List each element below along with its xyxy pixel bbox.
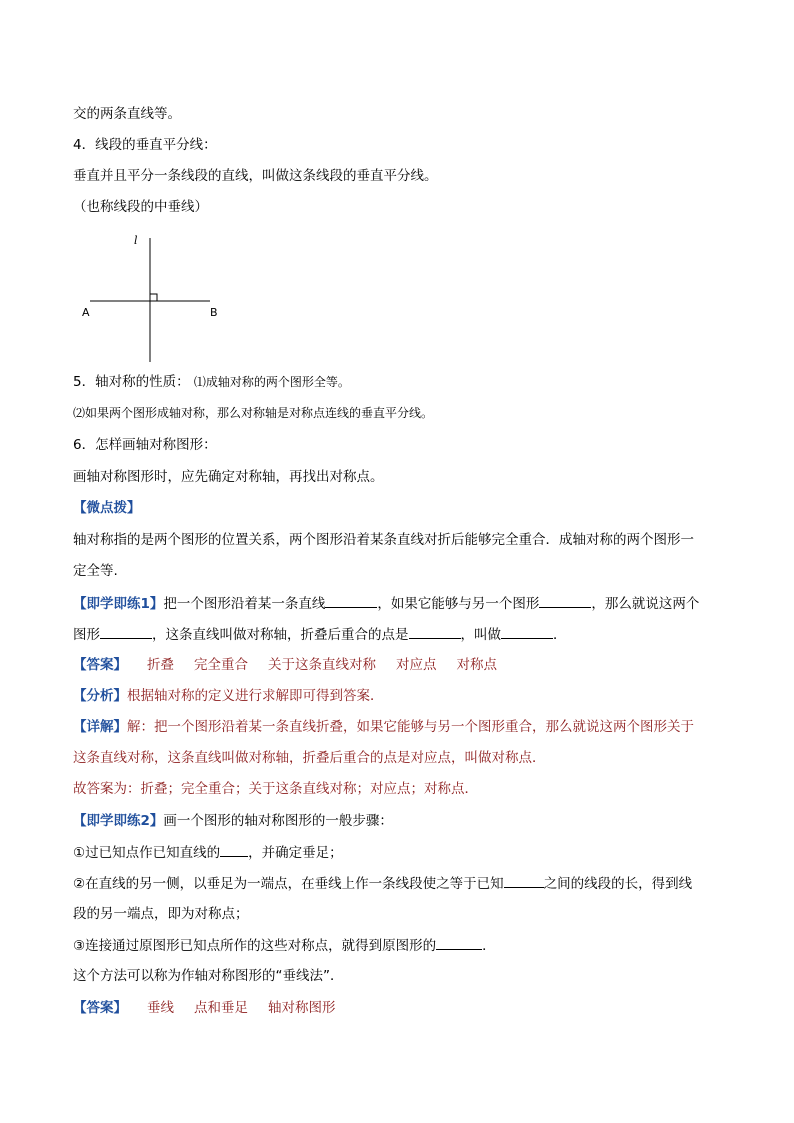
text: 6．怎样画轴对称图形： bbox=[73, 437, 217, 453]
text: ． bbox=[482, 938, 496, 954]
text: 图形 bbox=[73, 627, 100, 643]
detail-text: 解：把一个图形沿着某一条直线折叠，如果它能够与另一个图形重合，那么就说这两个图形关于 bbox=[127, 719, 694, 735]
answer-item: 垂线 bbox=[147, 1000, 174, 1016]
text: 【微点拨】 bbox=[73, 500, 141, 516]
exercise-title: 【即学即练1】 bbox=[73, 596, 164, 612]
text: 画轴对称图形时，应先确定对称轴，再找出对称点。 bbox=[73, 469, 384, 485]
text: 5．轴对称的性质： bbox=[73, 374, 190, 390]
text: ，叫做 bbox=[460, 627, 501, 643]
text: 4．线段的垂直平分线： bbox=[73, 137, 217, 153]
text-line bbox=[73, 467, 384, 487]
text: ． bbox=[553, 627, 567, 643]
answer-blank[interactable] bbox=[100, 624, 152, 639]
answer-item: 对应点 bbox=[396, 657, 437, 673]
exercise-2-question bbox=[73, 811, 393, 831]
exercise-2-step-2 bbox=[73, 873, 692, 894]
text: （也称线段的中垂线） bbox=[73, 199, 208, 215]
analysis-text: 根据轴对称的定义进行求解即可得到答案． bbox=[127, 688, 384, 704]
text: 轴对称指的是两个图形的位置关系，两个图形沿着某条直线对折后能够完全重合．成轴对称的两个图形一 bbox=[73, 532, 694, 548]
exercise-2-answers bbox=[73, 998, 336, 1018]
text: 定全等. bbox=[73, 563, 118, 579]
final-answer: 故答案为：折叠；完全重合；关于这条直线对称；对应点；对称点． bbox=[73, 781, 478, 797]
text: 把一个图形沿着某一条直线 bbox=[163, 596, 326, 612]
tip-title bbox=[73, 498, 141, 518]
text: ①过已知点作已知直线的 bbox=[73, 845, 221, 861]
figure-svg bbox=[78, 230, 238, 370]
text: ③连接通过原图形已知点所作的这些对称点，就得到原图形的 bbox=[73, 938, 437, 954]
exercise-1-detail bbox=[73, 717, 694, 737]
detail-title: 【详解】 bbox=[73, 719, 127, 735]
exercise-2-step-2-cont bbox=[73, 904, 249, 924]
text: 段的另一端点，即为对称点； bbox=[73, 906, 249, 922]
text-line bbox=[73, 561, 118, 581]
text-line bbox=[73, 166, 438, 186]
text: 交的两条直线等。 bbox=[73, 106, 181, 122]
exercise-1-final bbox=[73, 779, 478, 799]
text-line bbox=[73, 197, 208, 217]
exercise-2-step-3 bbox=[73, 935, 496, 956]
answer-blank[interactable] bbox=[325, 593, 377, 608]
exercise-1-answers bbox=[73, 655, 497, 675]
analysis-title: 【分析】 bbox=[73, 688, 127, 704]
answer-blank[interactable] bbox=[501, 624, 553, 639]
answer-blank[interactable] bbox=[409, 624, 461, 639]
answer-title: 【答案】 bbox=[73, 657, 127, 673]
answer-item: 折叠 bbox=[147, 657, 174, 673]
exercise-1-detail-cont bbox=[73, 748, 546, 768]
perpendicular-bisector-figure bbox=[78, 230, 238, 370]
answer-blank[interactable] bbox=[220, 842, 248, 857]
answer-blank[interactable] bbox=[504, 873, 544, 888]
exercise-1-question bbox=[73, 593, 699, 614]
answer-item: 轴对称图形 bbox=[268, 1000, 336, 1016]
answer-item: 对称点 bbox=[456, 657, 497, 673]
answer-blank[interactable] bbox=[539, 593, 591, 608]
text: ②在直线的另一侧，以垂足为一端点，在垂线上作一条线段使之等于已知 bbox=[73, 876, 504, 892]
text: 这个方法可以称为作轴对称图形的“垂线法”． bbox=[73, 968, 344, 984]
answer-title: 【答案】 bbox=[73, 1000, 127, 1016]
text: ，如果它能够与另一个图形 bbox=[377, 596, 540, 612]
section-heading bbox=[73, 435, 217, 455]
text: 之间的线段的长，得到线 bbox=[543, 876, 693, 892]
exercise-2-step-1 bbox=[73, 842, 343, 863]
exercise-1-question-cont bbox=[73, 624, 567, 645]
exercise-1-analysis bbox=[73, 686, 384, 706]
text: 垂直并且平分一条线段的直线，叫做这条线段的垂直平分线。 bbox=[73, 168, 438, 184]
label-b: B bbox=[210, 306, 218, 319]
answer-item: 完全重合 bbox=[194, 657, 248, 673]
text: ⑴成轴对称的两个图形全等。 bbox=[193, 375, 350, 389]
text: ，并确定垂足； bbox=[248, 845, 343, 861]
text: ，那么就说这两个 bbox=[591, 596, 700, 612]
answer-item: 关于这条直线对称 bbox=[268, 657, 376, 673]
section-heading bbox=[73, 135, 217, 155]
label-l: l bbox=[134, 234, 138, 247]
text: ，这条直线叫做对称轴，折叠后重合的点是 bbox=[152, 627, 409, 643]
detail-text: 这条直线对称，这条直线叫做对称轴，折叠后重合的点是对应点，叫做对称点． bbox=[73, 750, 546, 766]
label-a: A bbox=[82, 306, 90, 319]
text: 画一个图形的轴对称图形的一般步骤： bbox=[163, 813, 393, 829]
text-line bbox=[73, 104, 181, 124]
answer-item: 点和垂足 bbox=[194, 1000, 248, 1016]
text-line bbox=[73, 403, 433, 423]
text-line bbox=[73, 530, 694, 550]
text: ⑵如果两个图形成轴对称，那么对称轴是对称点连线的垂直平分线。 bbox=[73, 406, 434, 420]
exercise-title: 【即学即练2】 bbox=[73, 813, 164, 829]
answer-blank[interactable] bbox=[436, 935, 482, 950]
exercise-2-method bbox=[73, 966, 344, 986]
right-angle-mark bbox=[150, 294, 157, 301]
section-heading bbox=[73, 372, 350, 392]
